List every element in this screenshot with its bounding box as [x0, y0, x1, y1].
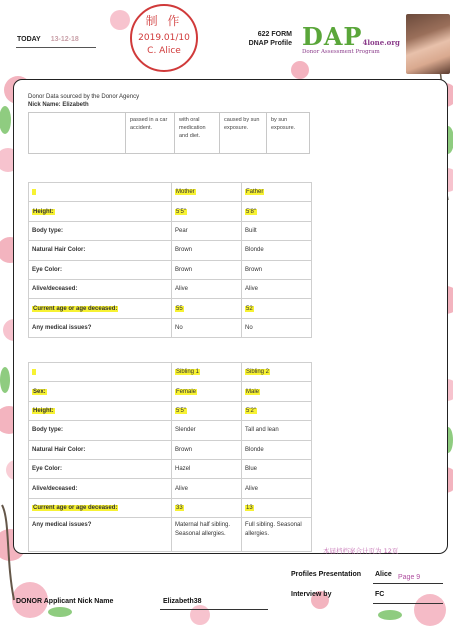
cell-text: Built	[245, 227, 257, 234]
cell-text: Hazel	[175, 466, 191, 473]
row-value	[172, 318, 242, 337]
cell-text: 13	[246, 504, 253, 511]
page-number: Page 9	[398, 574, 421, 581]
table-row	[29, 241, 312, 260]
header-cell	[172, 183, 242, 202]
cell-text: Blonde	[245, 446, 264, 453]
row-label	[29, 202, 172, 221]
note-cell: with oral medication and diet.	[175, 113, 220, 154]
row-label	[29, 459, 172, 478]
header-cell	[242, 183, 312, 202]
cell-text: Brown	[175, 446, 193, 453]
header-label-cell	[29, 363, 172, 382]
cell-text: Sex:	[33, 388, 46, 395]
cell-text: Tall and lean	[245, 427, 279, 434]
row-value	[242, 299, 312, 318]
row-value	[172, 241, 242, 260]
row-value	[242, 459, 312, 478]
cell-text: Body type:	[32, 227, 64, 234]
nick-name-line: Nick Name: Elizabeth	[28, 102, 89, 108]
row-label	[29, 279, 172, 298]
header-text	[32, 189, 36, 195]
row-value	[242, 479, 312, 498]
row-label	[29, 221, 172, 240]
siblings-table	[28, 362, 312, 552]
row-value	[172, 479, 242, 498]
row-label	[29, 318, 172, 337]
row-value	[242, 221, 312, 240]
logo-text: DAP	[302, 22, 363, 51]
page-count-note: 本届档档案合计页为 12页	[323, 547, 399, 555]
table-header-row	[29, 183, 312, 202]
dap-logo	[302, 22, 400, 55]
source-line: Donor Data sourced by the Donor Agency	[28, 94, 140, 100]
row-value	[242, 421, 312, 440]
stamp-date: 2019.01/10	[138, 33, 190, 43]
donor-label: DONOR Applicant Nick Name	[16, 598, 114, 605]
note-cell: by sun exposure.	[267, 113, 310, 154]
cell-text: Full sibling. Seasonal allergies.	[245, 522, 302, 538]
cell-text: Alive	[245, 485, 259, 492]
header-text	[32, 369, 36, 375]
cell-text: Alive	[245, 286, 259, 293]
row-label	[29, 421, 172, 440]
row-value	[242, 498, 312, 517]
cell-text: Alive	[175, 485, 189, 492]
cell-text: Alive	[175, 286, 189, 293]
row-label	[29, 299, 172, 318]
cell-text: Brown	[175, 266, 193, 273]
cell-text: 5'8"	[246, 208, 256, 215]
table-row	[29, 382, 312, 401]
table-row	[29, 518, 312, 552]
header-cell	[172, 363, 242, 382]
row-value	[172, 459, 242, 478]
cell-text: 52	[246, 305, 253, 312]
table-row	[29, 318, 312, 337]
source-info	[28, 93, 139, 109]
cell-text: 55	[176, 305, 183, 312]
row-value	[242, 401, 312, 420]
note-cell	[29, 113, 126, 154]
table-row	[29, 459, 312, 478]
cell-text: Maternal half sibling. Seasonal allergies.	[175, 522, 231, 538]
header-cell	[242, 363, 312, 382]
table-row	[29, 440, 312, 459]
row-value	[242, 279, 312, 298]
stamp-name: C. Alice	[147, 46, 181, 56]
production-stamp	[130, 4, 198, 72]
row-value	[172, 202, 242, 221]
table-row	[29, 260, 312, 279]
logo-site: 4lone.org	[362, 38, 400, 47]
cell-text: Any medical issues?	[32, 324, 92, 331]
cell-text: Height:	[33, 407, 54, 414]
profiles-label: Profiles Presentation	[291, 571, 362, 578]
row-value	[172, 498, 242, 517]
stamp-top-text: 制 作	[145, 14, 183, 28]
interview-underline	[373, 603, 443, 604]
logo-subtitle: Donor Assessment Program	[302, 49, 380, 55]
cell-text: Eye Color:	[32, 466, 63, 473]
donor-underline	[160, 609, 268, 610]
cell-text: Female	[176, 388, 197, 395]
cell-text: Current age or age deceased:	[33, 504, 118, 511]
row-value	[172, 260, 242, 279]
row-value	[242, 260, 312, 279]
row-label	[29, 479, 172, 498]
row-value	[172, 382, 242, 401]
parents-table	[28, 182, 312, 338]
cell-text: Eye Color:	[32, 266, 63, 273]
table-row	[29, 421, 312, 440]
row-label	[29, 241, 172, 260]
donor-nick-name: Elizabeth38	[163, 598, 202, 605]
form-number: 622 FORM	[257, 31, 292, 38]
cell-text: No	[175, 324, 183, 331]
cell-text: Slender	[175, 427, 196, 434]
cell-text: Male	[246, 388, 260, 395]
note-cell: passed in a car accident.	[126, 113, 175, 154]
table-row	[29, 498, 312, 517]
table-row	[29, 401, 312, 420]
interview-label: Interview by	[291, 591, 332, 598]
cell-text: Natural Hair Color:	[32, 446, 86, 453]
row-label	[29, 498, 172, 517]
cell-text: Blonde	[245, 247, 264, 254]
table-row	[29, 279, 312, 298]
row-value	[242, 202, 312, 221]
date-value: 13-12-18	[50, 36, 79, 43]
cell-text: Height:	[33, 208, 54, 215]
row-label	[29, 518, 172, 552]
table-row	[29, 479, 312, 498]
form-type: DNAP Profile	[248, 40, 292, 47]
header-text: Father	[246, 189, 264, 196]
header-label-cell	[29, 183, 172, 202]
table-row	[29, 202, 312, 221]
cell-text: Current age or age deceased:	[33, 305, 118, 312]
form-title	[230, 30, 292, 48]
medical-notes-row	[28, 112, 310, 154]
table-row	[29, 299, 312, 318]
cell-text: 33	[176, 504, 183, 511]
row-value	[172, 518, 242, 552]
cell-text: Brown	[245, 266, 263, 273]
row-value	[172, 440, 242, 459]
today-date	[17, 36, 79, 43]
header-text: Sibling 1	[176, 369, 200, 376]
interview-value: FC	[375, 591, 385, 598]
cell-text: 5'5"	[176, 407, 186, 414]
row-label	[29, 260, 172, 279]
row-value	[242, 318, 312, 337]
row-label	[29, 401, 172, 420]
table-row	[29, 221, 312, 240]
today-label: TODAY	[17, 36, 41, 43]
header-text: Sibling 2	[246, 369, 270, 376]
profiles-underline	[373, 583, 443, 584]
cell-text: Blue	[245, 466, 258, 473]
row-value	[242, 440, 312, 459]
cell-text: 5'2"	[246, 407, 256, 414]
table-header-row	[29, 363, 312, 382]
donor-photo	[406, 14, 450, 74]
header-text: Mother	[176, 189, 195, 196]
row-value	[172, 279, 242, 298]
row-value	[172, 421, 242, 440]
row-value	[242, 241, 312, 260]
cell-text: Any medical issues?	[32, 522, 92, 529]
row-value	[242, 382, 312, 401]
cell-text: No	[245, 324, 253, 331]
cell-text: Natural Hair Color:	[32, 247, 86, 254]
row-value	[172, 401, 242, 420]
row-label	[29, 440, 172, 459]
cell-text: Pear	[175, 227, 188, 234]
row-value	[242, 518, 312, 552]
cell-text: Alive/deceased:	[32, 485, 78, 492]
cell-text: Brown	[175, 247, 193, 254]
cell-text: 5'5"	[176, 208, 186, 215]
cell-text: Body type:	[32, 427, 64, 434]
profiles-value: Alice	[375, 571, 392, 578]
row-label	[29, 382, 172, 401]
row-value	[172, 221, 242, 240]
row-value	[172, 299, 242, 318]
note-cell: caused by sun exposure.	[220, 113, 267, 154]
date-underline	[16, 47, 96, 48]
cell-text: Alive/deceased:	[32, 286, 78, 293]
